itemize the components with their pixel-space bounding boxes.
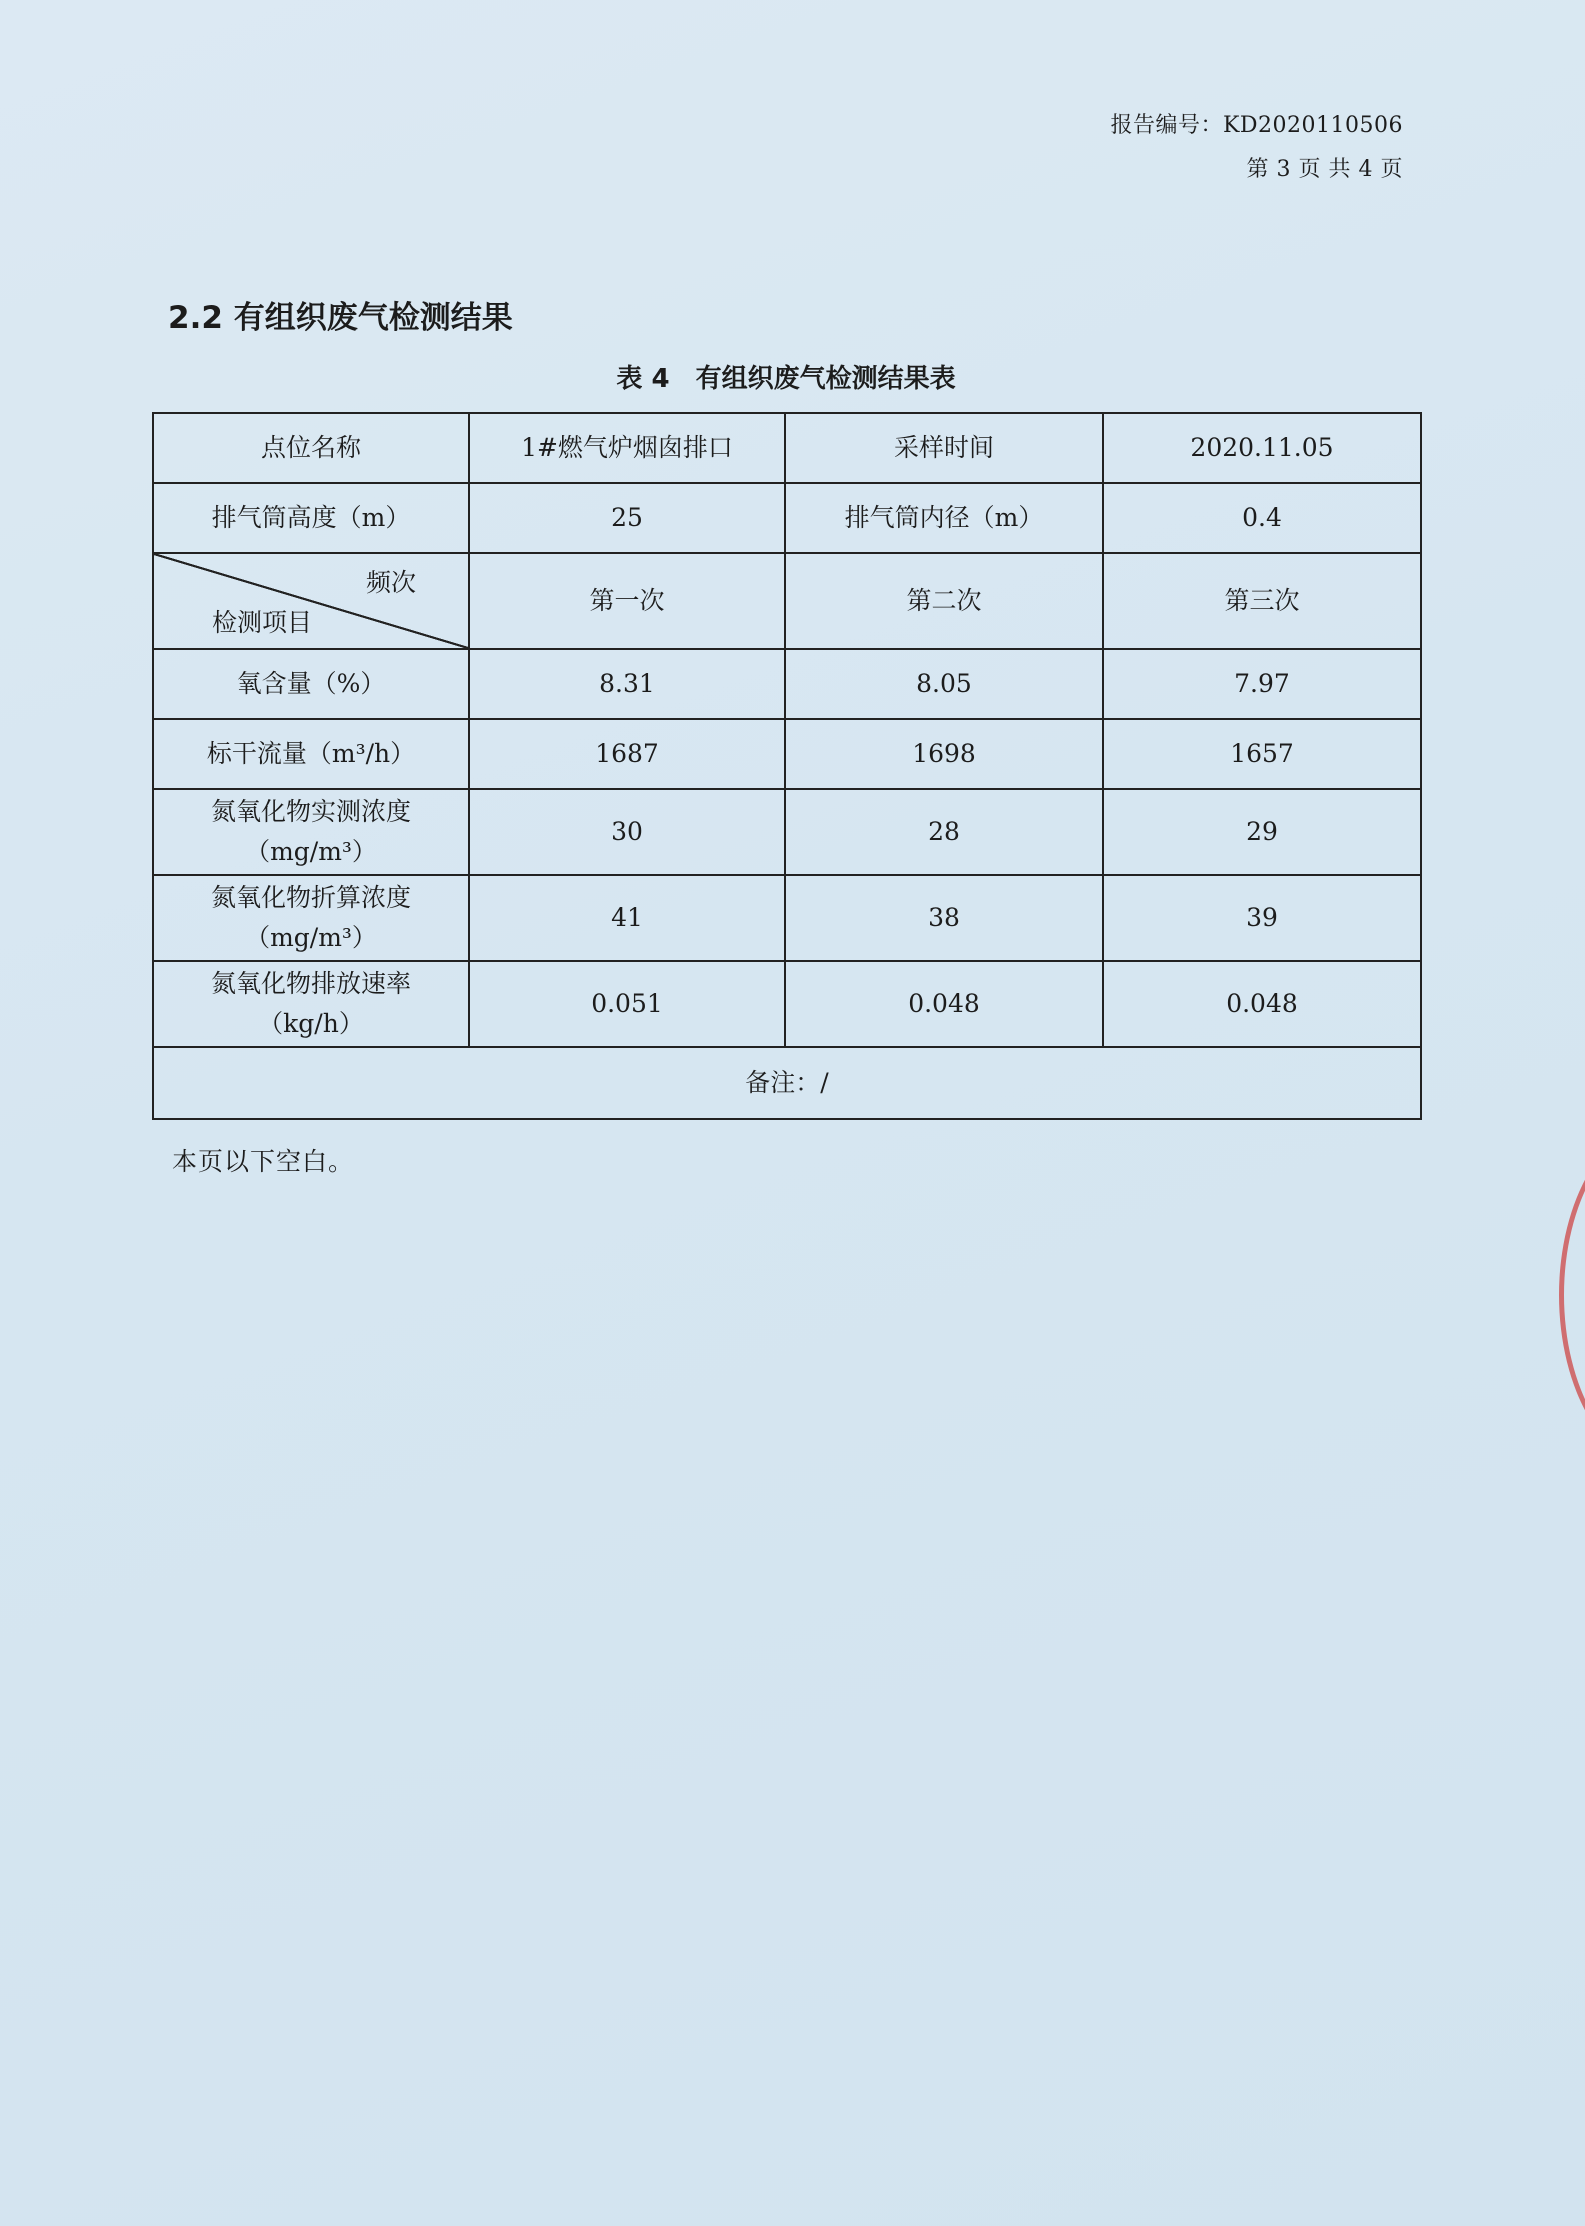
- results-table: [152, 412, 1422, 1120]
- section-title: 2.2 有组织废气检测结果: [168, 300, 513, 336]
- table-header-row: [153, 553, 1421, 649]
- row-item-label: [153, 961, 469, 1047]
- row-value: 0.051: [469, 961, 785, 1047]
- table-row-location: [153, 413, 1421, 483]
- table-row: [153, 719, 1421, 789]
- stack-diameter-value: 0.4: [1103, 483, 1421, 553]
- row-value: 29: [1103, 789, 1421, 875]
- row-item-unit: （mg/m³）: [245, 923, 377, 952]
- row-value: 28: [785, 789, 1103, 875]
- seal-ring: [1559, 1120, 1585, 1460]
- stack-height-label: 排气筒高度（m）: [153, 483, 469, 553]
- report-header: [1110, 104, 1403, 192]
- row-item-unit: （mg/m³）: [245, 837, 377, 866]
- location-label: 点位名称: [153, 413, 469, 483]
- row-item-label: 氧含量（%）: [153, 649, 469, 719]
- row-item-name: 氮氧化物折算浓度: [210, 883, 411, 912]
- row-value: 41: [469, 875, 785, 961]
- column-header-1: 第一次: [469, 553, 785, 649]
- row-value: 39: [1103, 875, 1421, 961]
- table-row: [153, 649, 1421, 719]
- table-caption-number: 表 4: [616, 364, 670, 394]
- table-row: [153, 789, 1421, 875]
- row-value: 30: [469, 789, 785, 875]
- table-caption: [152, 358, 1420, 395]
- row-value: 1657: [1103, 719, 1421, 789]
- diagonal-header-cell: [153, 553, 469, 649]
- frequency-header: 频次: [365, 568, 416, 597]
- row-value: 8.31: [469, 649, 785, 719]
- row-value: 7.97: [1103, 649, 1421, 719]
- column-header-2: 第二次: [785, 553, 1103, 649]
- table-row: [153, 875, 1421, 961]
- row-value: 0.048: [1103, 961, 1421, 1047]
- table-row: [153, 961, 1421, 1047]
- row-item-label: [153, 875, 469, 961]
- row-item-name: 氮氧化物实测浓度: [210, 797, 411, 826]
- row-value: 38: [785, 875, 1103, 961]
- stamp-seal-fragment: [1553, 1120, 1585, 1460]
- table-row-stack: [153, 483, 1421, 553]
- location-value: 1#燃气炉烟囱排口: [469, 413, 785, 483]
- row-item-label: 标干流量（m³/h）: [153, 719, 469, 789]
- table-note-row: [153, 1047, 1421, 1119]
- report-number: 报告编号：KD2020110506: [1110, 113, 1403, 138]
- row-value: 1698: [785, 719, 1103, 789]
- row-value: 1687: [469, 719, 785, 789]
- table-caption-text: 有组织废气检测结果表: [695, 364, 956, 394]
- row-value: 0.048: [785, 961, 1103, 1047]
- sampling-time-label: 采样时间: [785, 413, 1103, 483]
- stack-diameter-label: 排气筒内径（m）: [785, 483, 1103, 553]
- test-item-header: 检测项目: [212, 608, 313, 637]
- row-item-name: 氮氧化物排放速率: [210, 969, 411, 998]
- table-note: 备注：/: [153, 1047, 1421, 1119]
- sampling-time-value: 2020.11.05: [1103, 413, 1421, 483]
- row-value: 8.05: [785, 649, 1103, 719]
- column-header-3: 第三次: [1103, 553, 1421, 649]
- page-info: 第 3 页 共 4 页: [1246, 157, 1403, 182]
- stack-height-value: 25: [469, 483, 785, 553]
- row-item-unit: （kg/h）: [258, 1009, 364, 1038]
- row-item-label: [153, 789, 469, 875]
- blank-below-note: 本页以下空白。: [172, 1147, 355, 1176]
